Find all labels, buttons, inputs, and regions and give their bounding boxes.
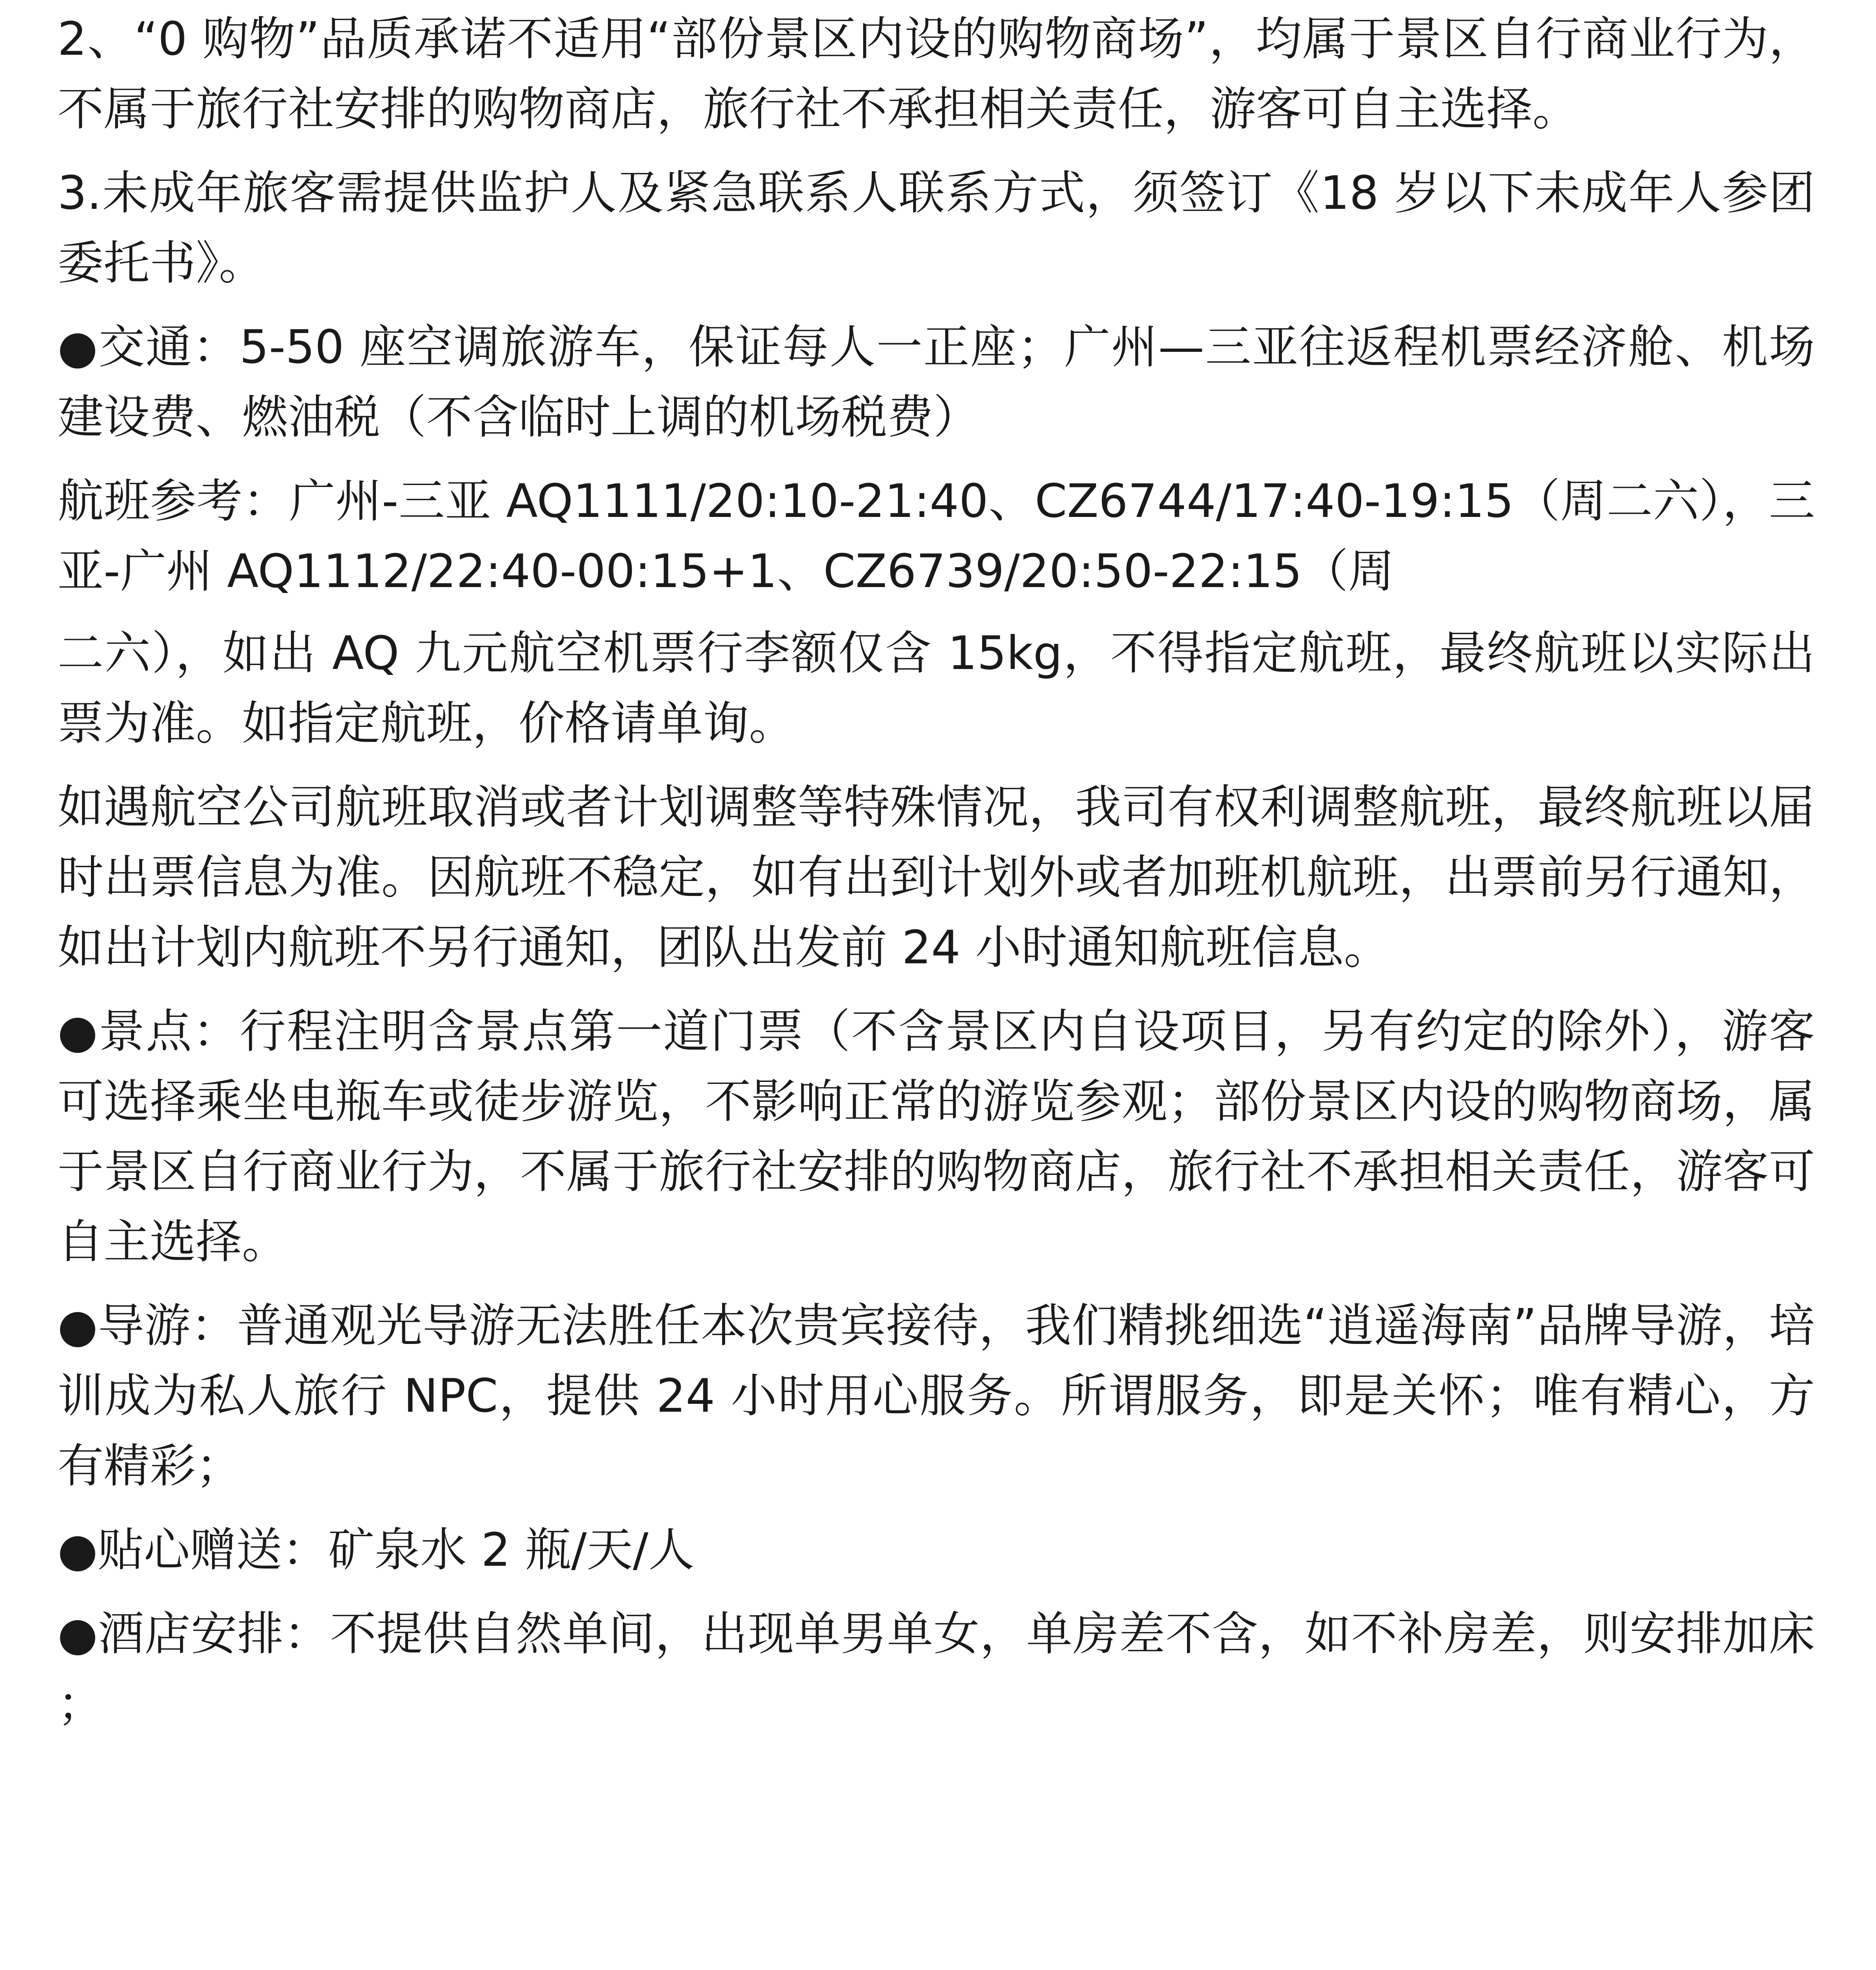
paragraph-flight-reference: 航班参考：广州-三亚 AQ1111/20:10-21:40、CZ6744/17:40-19:15（周二六），三亚-广州 AQ1112/22:40-00:15+1、CZ6739/20:50-22:15（周 bbox=[58, 474, 1815, 598]
paragraph-transport: ●交通：5-50 座空调旅游车，保证每人一正座；广州—三亚往返程机票经济舱、机场建设费、燃油税（不含临时上调的机场税费） bbox=[58, 320, 1815, 444]
paragraph-gift: ●贴心赠送：矿泉水 2 瓶/天/人 bbox=[58, 1523, 695, 1577]
paragraph-attractions: ●景点：行程注明含景点第一道门票（不含景区内自设项目，另有约定的除外），游客可选择乘坐电瓶车或徒步游览，不影响正常的游览参观；部份景区内设的购物商场，属于景区自行商业行为，不属于旅行社安排的购物商店，旅行社不承担相关责任，游客可自主选择。 bbox=[58, 1004, 1815, 1269]
paragraph-shopping-promise: 2、“0 购物”品质承诺不适用“部份景区内设的购物商场”，均属于景区自行商业行为，不属于旅行社安排的购物商店，旅行社不承担相关责任，游客可自主选择。 bbox=[58, 12, 1815, 136]
paragraph-guide: ●导游：普通观光导游无法胜任本次贵宾接待，我们精挑细选“逍遥海南”品牌导游，培训成为私人旅行 NPC，提供 24 小时用心服务。所谓服务，即是关怀；唯有精心，方有精彩； bbox=[58, 1299, 1815, 1493]
paragraph-hotel: ●酒店安排：不提供自然单间，出现单男单女，单房差不含，如不补房差，则安排加床； bbox=[58, 1607, 1815, 1731]
document-body bbox=[58, 4, 1815, 1739]
paragraph-flight-changes: 如遇航空公司航班取消或者计划调整等特殊情况，我司有权利调整航班，最终航班以届时出票信息为准。因航班不稳定，如有出到计划外或者加班机航班，出票前另行通知，如出计划内航班不另行通知，团队出发前 24 小时通知航班信息。 bbox=[58, 780, 1815, 974]
paragraph-flight-baggage: 二六），如出 AQ 九元航空机票行李额仅含 15kg，不得指定航班，最终航班以实际出票为准。如指定航班，价格请单询。 bbox=[58, 626, 1815, 750]
paragraph-minor-travelers: 3.未成年旅客需提供监护人及紧急联系人联系方式，须签订《18 岁以下未成年人参团委托书》。 bbox=[58, 166, 1815, 290]
